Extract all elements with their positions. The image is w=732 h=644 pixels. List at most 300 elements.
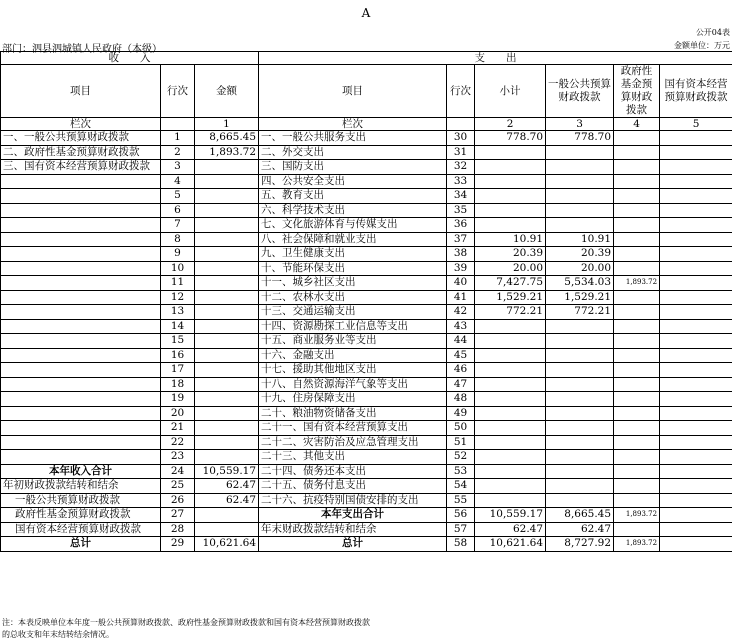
gov-fund-amount	[614, 218, 660, 233]
expense-item: 九、卫生健康支出	[259, 247, 447, 262]
expense-line-no: 36	[447, 218, 475, 233]
table-row	[1, 392, 732, 407]
table-row	[1, 218, 732, 233]
gov-fund-amount	[614, 131, 660, 146]
expense-item: 三、国防支出	[259, 160, 447, 175]
table-row	[1, 290, 732, 305]
expense-item: 十、节能环保支出	[259, 261, 447, 276]
expense-column-index-blank	[447, 118, 475, 131]
general-budget-amount: 5,534.03	[546, 276, 614, 291]
income-line-no: 19	[161, 392, 195, 407]
income-item	[1, 406, 161, 421]
table-row	[1, 276, 732, 291]
table-row	[1, 435, 732, 450]
expense-subtotal	[475, 319, 546, 334]
income-item: 一般公共预算财政拨款	[1, 493, 161, 508]
income-amount	[195, 435, 259, 450]
income-amount	[195, 189, 259, 204]
expense-item: 十八、自然资源海洋气象等支出	[259, 377, 447, 392]
gov-fund-amount	[614, 406, 660, 421]
income-line-header: 行次	[161, 65, 195, 118]
table-row	[1, 450, 732, 465]
expense-subtotal: 7,427.75	[475, 276, 546, 291]
state-capital-amount	[660, 363, 732, 378]
table-row	[1, 348, 732, 363]
expense-line-no: 38	[447, 247, 475, 262]
expense-item: 二十一、国有资本经营预算支出	[259, 421, 447, 436]
income-amount	[195, 276, 259, 291]
expense-line-no: 33	[447, 174, 475, 189]
income-amount	[195, 247, 259, 262]
expense-line-no: 47	[447, 377, 475, 392]
expense-line-no: 31	[447, 145, 475, 160]
expense-item: 十七、援助其他地区支出	[259, 363, 447, 378]
state-capital-amount	[660, 174, 732, 189]
expense-subtotal: 10,621.64	[475, 537, 546, 552]
state-capital-amount	[660, 508, 732, 523]
income-item	[1, 363, 161, 378]
expense-line-no: 32	[447, 160, 475, 175]
gov-fund-amount	[614, 435, 660, 450]
income-line-no: 6	[161, 203, 195, 218]
income-item	[1, 377, 161, 392]
expense-line-no: 30	[447, 131, 475, 146]
expense-line-no: 57	[447, 522, 475, 537]
expense-subtotal	[475, 421, 546, 436]
expense-line-no: 41	[447, 290, 475, 305]
income-item	[1, 450, 161, 465]
state-capital-amount	[660, 203, 732, 218]
expense-item: 二十三、其他支出	[259, 450, 447, 465]
income-amount: 62.47	[195, 479, 259, 494]
expense-item: 五、教育支出	[259, 189, 447, 204]
table-row	[1, 406, 732, 421]
expense-item: 二十六、抗疫特别国债安排的支出	[259, 493, 447, 508]
expense-item: 十六、金融支出	[259, 348, 447, 363]
general-budget-amount	[546, 450, 614, 465]
state-capital-amount	[660, 493, 732, 508]
table-row	[1, 319, 732, 334]
expense-column-index-label: 栏次	[259, 118, 447, 131]
state-capital-amount	[660, 160, 732, 175]
table-row	[1, 174, 732, 189]
state-capital-amount	[660, 276, 732, 291]
expense-subtotal: 20.39	[475, 247, 546, 262]
expense-item: 八、社会保障和就业支出	[259, 232, 447, 247]
income-item	[1, 435, 161, 450]
expense-line-no: 51	[447, 435, 475, 450]
gov-fund-amount	[614, 334, 660, 349]
income-line-no: 15	[161, 334, 195, 349]
gov-fund-amount	[614, 421, 660, 436]
gov-fund-amount	[614, 290, 660, 305]
gov-fund-amount	[614, 232, 660, 247]
expense-line-no: 53	[447, 464, 475, 479]
expense-line-no: 40	[447, 276, 475, 291]
income-line-no: 25	[161, 479, 195, 494]
expense-subtotal	[475, 203, 546, 218]
general-budget-amount: 8,727.92	[546, 537, 614, 552]
income-line-no: 10	[161, 261, 195, 276]
income-item	[1, 247, 161, 262]
general-budget-amount	[546, 421, 614, 436]
footnote-line: 注：本表反映单位本年度一般公共预算财政拨款、政府性基金预算财政拨款和国有资本经营预算财政拨款	[2, 618, 370, 627]
income-line-no: 16	[161, 348, 195, 363]
gov-fund-amount	[614, 348, 660, 363]
general-budget-amount	[546, 218, 614, 233]
income-item	[1, 319, 161, 334]
income-line-no: 9	[161, 247, 195, 262]
expense-item: 十九、住房保障支出	[259, 392, 447, 407]
income-item	[1, 392, 161, 407]
income-line-no: 7	[161, 218, 195, 233]
income-line-no: 21	[161, 421, 195, 436]
income-item	[1, 218, 161, 233]
general-budget-amount	[546, 319, 614, 334]
expense-subtotal	[475, 435, 546, 450]
income-line-no: 5	[161, 189, 195, 204]
expense-subtotal	[475, 406, 546, 421]
income-item	[1, 305, 161, 320]
expense-item: 十三、交通运输支出	[259, 305, 447, 320]
state-capital-amount	[660, 247, 732, 262]
expense-subtotal	[475, 145, 546, 160]
expense-subtotal	[475, 377, 546, 392]
general-budget-amount	[546, 189, 614, 204]
income-amount: 1,893.72	[195, 145, 259, 160]
gov-fund-amount	[614, 261, 660, 276]
state-capital-amount	[660, 435, 732, 450]
income-amount	[195, 305, 259, 320]
gov-fund-amount	[614, 247, 660, 262]
expense-line-no: 56	[447, 508, 475, 523]
income-line-no: 17	[161, 363, 195, 378]
income-line-no: 22	[161, 435, 195, 450]
state-capital-amount	[660, 261, 732, 276]
income-line-no: 23	[161, 450, 195, 465]
general-budget-amount	[546, 174, 614, 189]
footnote-line: 的总收支和年末结转结余情况。	[2, 630, 114, 639]
table-row	[1, 377, 732, 392]
general-budget-header: 一般公共预算财政拨款	[546, 65, 614, 118]
income-item: 政府性基金预算财政拨款	[1, 508, 161, 523]
general-budget-amount	[546, 377, 614, 392]
income-line-no: 27	[161, 508, 195, 523]
income-line-no: 14	[161, 319, 195, 334]
general-budget-amount	[546, 363, 614, 378]
general-budget-amount: 62.47	[546, 522, 614, 537]
general-budget-amount: 1,529.21	[546, 290, 614, 305]
general-budget-amount: 778.70	[546, 131, 614, 146]
income-item	[1, 348, 161, 363]
form-code: 公开04表	[695, 28, 730, 37]
state-capital-amount	[660, 522, 732, 537]
income-amount	[195, 508, 259, 523]
state-capital-amount	[660, 348, 732, 363]
expense-subtotal	[475, 493, 546, 508]
gov-fund-amount	[614, 174, 660, 189]
income-amount	[195, 218, 259, 233]
expense-item: 年末财政拨款结转和结余	[259, 522, 447, 537]
column-index-5: 5	[660, 118, 732, 131]
expense-item: 十四、资源勘探工业信息等支出	[259, 319, 447, 334]
expense-subtotal	[475, 479, 546, 494]
gov-fund-amount: 1,893.72	[614, 508, 660, 523]
income-line-no: 12	[161, 290, 195, 305]
gov-fund-amount	[614, 189, 660, 204]
income-amount-header: 金额	[195, 65, 259, 118]
table-row	[1, 479, 732, 494]
table-row	[1, 421, 732, 436]
general-budget-amount	[546, 145, 614, 160]
gov-fund-amount	[614, 392, 660, 407]
expense-item: 一、一般公共服务支出	[259, 131, 447, 146]
expense-item: 七、文化旅游体育与传媒支出	[259, 218, 447, 233]
footnote	[2, 617, 370, 641]
state-capital-amount	[660, 450, 732, 465]
income-line-no: 29	[161, 537, 195, 552]
expense-line-no: 52	[447, 450, 475, 465]
income-amount	[195, 392, 259, 407]
gov-fund-amount	[614, 493, 660, 508]
gov-fund-amount: 1,893.72	[614, 537, 660, 552]
expense-subtotal	[475, 334, 546, 349]
state-capital-amount	[660, 189, 732, 204]
gov-fund-amount	[614, 319, 660, 334]
income-amount	[195, 174, 259, 189]
table-row	[1, 160, 732, 175]
table-row	[1, 203, 732, 218]
income-amount	[195, 334, 259, 349]
income-item: 年初财政拨款结转和结余	[1, 479, 161, 494]
expense-section-header: 支 出	[259, 52, 732, 65]
gov-fund-header: 政府性基金预算财政拨款	[614, 65, 660, 118]
general-budget-amount	[546, 464, 614, 479]
income-item	[1, 290, 161, 305]
table-row	[1, 363, 732, 378]
state-capital-header: 国有资本经营预算财政拨款	[660, 65, 732, 118]
general-budget-amount: 20.39	[546, 247, 614, 262]
income-item: 总计	[1, 537, 161, 552]
table-row	[1, 232, 732, 247]
table-row	[1, 145, 732, 160]
expense-line-no: 45	[447, 348, 475, 363]
expense-item: 四、公共安全支出	[259, 174, 447, 189]
column-index-blank	[161, 118, 195, 131]
gov-fund-amount	[614, 522, 660, 537]
gov-fund-amount	[614, 363, 660, 378]
expense-subtotal	[475, 392, 546, 407]
expense-subtotal	[475, 174, 546, 189]
gov-fund-amount	[614, 377, 660, 392]
gov-fund-amount: 1,893.72	[614, 276, 660, 291]
expense-subtotal	[475, 363, 546, 378]
gov-fund-amount	[614, 145, 660, 160]
general-budget-amount	[546, 203, 614, 218]
general-budget-amount: 20.00	[546, 261, 614, 276]
income-item: 一、一般公共预算财政拨款	[1, 131, 161, 146]
gov-fund-amount	[614, 203, 660, 218]
income-item	[1, 421, 161, 436]
department-label: 部门：泗县泗城镇人民政府（本级）	[2, 44, 162, 55]
state-capital-amount	[660, 319, 732, 334]
state-capital-amount	[660, 305, 732, 320]
expense-line-no: 49	[447, 406, 475, 421]
income-line-no: 26	[161, 493, 195, 508]
state-capital-amount	[660, 334, 732, 349]
expense-line-no: 35	[447, 203, 475, 218]
expense-line-no: 44	[447, 334, 475, 349]
income-amount	[195, 319, 259, 334]
income-item: 国有资本经营预算财政拨款	[1, 522, 161, 537]
expense-line-no: 37	[447, 232, 475, 247]
expense-line-no: 46	[447, 363, 475, 378]
expense-line-header: 行次	[447, 65, 475, 118]
income-line-no: 28	[161, 522, 195, 537]
expense-line-no: 39	[447, 261, 475, 276]
gov-fund-amount	[614, 160, 660, 175]
budget-table	[0, 51, 732, 552]
income-amount	[195, 290, 259, 305]
income-amount	[195, 203, 259, 218]
gov-fund-amount	[614, 305, 660, 320]
income-amount	[195, 421, 259, 436]
income-amount: 10,621.64	[195, 537, 259, 552]
state-capital-amount	[660, 218, 732, 233]
income-line-no: 4	[161, 174, 195, 189]
general-budget-amount	[546, 493, 614, 508]
general-budget-amount: 772.21	[546, 305, 614, 320]
income-item	[1, 276, 161, 291]
income-line-no: 24	[161, 464, 195, 479]
state-capital-amount	[660, 537, 732, 552]
expense-line-no: 54	[447, 479, 475, 494]
table-row	[1, 305, 732, 320]
expense-item: 十五、商业服务业等支出	[259, 334, 447, 349]
expense-subtotal: 62.47	[475, 522, 546, 537]
expense-item-header: 项目	[259, 65, 447, 118]
income-amount	[195, 261, 259, 276]
table-row	[1, 334, 732, 349]
state-capital-amount	[660, 479, 732, 494]
income-item: 三、国有资本经营预算财政拨款	[1, 160, 161, 175]
general-budget-amount	[546, 160, 614, 175]
column-index-1: 1	[195, 118, 259, 131]
income-line-no: 11	[161, 276, 195, 291]
income-section-header: 收 入	[1, 52, 259, 65]
income-line-no: 1	[161, 131, 195, 146]
column-index-label: 栏次	[1, 118, 161, 131]
gov-fund-amount	[614, 450, 660, 465]
income-item	[1, 232, 161, 247]
expense-subtotal: 1,529.21	[475, 290, 546, 305]
expense-subtotal: 20.00	[475, 261, 546, 276]
state-capital-amount	[660, 464, 732, 479]
expense-subtotal: 778.70	[475, 131, 546, 146]
table-row	[1, 247, 732, 262]
table-row	[1, 131, 732, 146]
gov-fund-amount	[614, 479, 660, 494]
table-row	[1, 189, 732, 204]
income-amount	[195, 522, 259, 537]
income-item	[1, 189, 161, 204]
income-item: 本年收入合计	[1, 464, 161, 479]
state-capital-amount	[660, 232, 732, 247]
income-line-no: 13	[161, 305, 195, 320]
expense-subtotal: 10,559.17	[475, 508, 546, 523]
income-item: 二、政府性基金预算财政拨款	[1, 145, 161, 160]
expense-subtotal	[475, 189, 546, 204]
income-item	[1, 334, 161, 349]
income-amount	[195, 348, 259, 363]
expense-item: 二十四、债务还本支出	[259, 464, 447, 479]
column-index-4: 4	[614, 118, 660, 131]
general-budget-amount: 8,665.45	[546, 508, 614, 523]
expense-item: 二十二、灾害防治及应急管理支出	[259, 435, 447, 450]
expense-line-no: 43	[447, 319, 475, 334]
income-amount	[195, 160, 259, 175]
table-row	[1, 493, 732, 508]
income-line-no: 8	[161, 232, 195, 247]
expense-line-no: 58	[447, 537, 475, 552]
expense-subtotal	[475, 160, 546, 175]
expense-item: 十一、城乡社区支出	[259, 276, 447, 291]
gov-fund-amount	[614, 464, 660, 479]
expense-subtotal: 10.91	[475, 232, 546, 247]
table-row	[1, 261, 732, 276]
expense-item: 二十、粮油物资储备支出	[259, 406, 447, 421]
expense-line-no: 42	[447, 305, 475, 320]
expense-subtotal	[475, 464, 546, 479]
column-index-3: 3	[546, 118, 614, 131]
state-capital-amount	[660, 377, 732, 392]
expense-subtotal	[475, 218, 546, 233]
income-line-no: 2	[161, 145, 195, 160]
state-capital-amount	[660, 290, 732, 305]
income-item	[1, 174, 161, 189]
income-item	[1, 203, 161, 218]
income-amount	[195, 450, 259, 465]
expense-line-no: 34	[447, 189, 475, 204]
expense-line-no: 48	[447, 392, 475, 407]
expense-item: 本年支出合计	[259, 508, 447, 523]
expense-line-no: 55	[447, 493, 475, 508]
expense-subtotal: 772.21	[475, 305, 546, 320]
general-budget-amount: 10.91	[546, 232, 614, 247]
table-row	[1, 464, 732, 479]
column-index-2: 2	[475, 118, 546, 131]
report-title: A	[361, 6, 371, 20]
income-amount	[195, 363, 259, 378]
expense-line-no: 50	[447, 421, 475, 436]
unit-label: 金额单位：万元	[674, 41, 730, 50]
expense-item: 十二、农林水支出	[259, 290, 447, 305]
table-row	[1, 508, 732, 523]
state-capital-amount	[660, 406, 732, 421]
expense-item: 六、科学技术支出	[259, 203, 447, 218]
income-amount: 62.47	[195, 493, 259, 508]
expense-subtotal	[475, 348, 546, 363]
state-capital-amount	[660, 392, 732, 407]
income-item-header: 项目	[1, 65, 161, 118]
expense-subtotal	[475, 450, 546, 465]
expense-item: 二、外交支出	[259, 145, 447, 160]
general-budget-amount	[546, 392, 614, 407]
income-amount	[195, 377, 259, 392]
income-line-no: 20	[161, 406, 195, 421]
expense-item: 二十五、债务付息支出	[259, 479, 447, 494]
state-capital-amount	[660, 145, 732, 160]
